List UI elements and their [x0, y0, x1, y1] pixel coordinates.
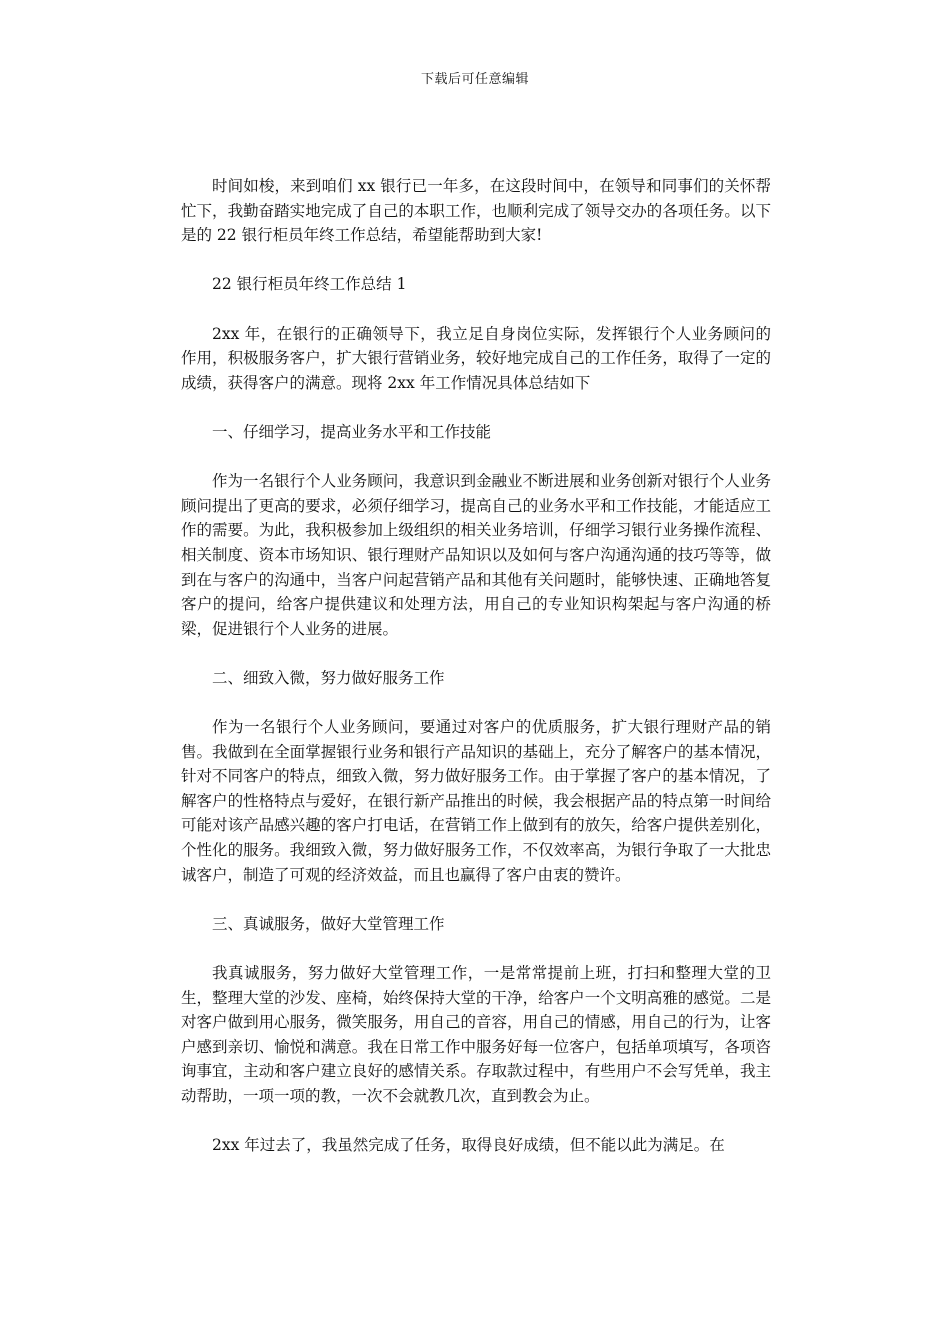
paragraph-3: 作为一名银行个人业务顾问，要通过对客户的优质服务，扩大银行理财产品的销售。我做到在全面掌握银行业务和银行产品知识的基础上，充分了解客户的基本情况，针对不同客户的特点，细致入微，努力做好服务工作。由于掌握了客户的基本情况，了解客户的性格特点与爱好，在银行新产品推出的时候，我会根据产品的特点第一时间给可能对该产品感兴趣的客户打电话，在营销工作上做到有的放矢，给客户提供差别化，个性化的服务。我细致入微，努力做好服务工作，不仅效率高，为银行争取了一大批忠诚客户，制造了可观的经济效益，而且也赢得了客户由衷的赞许。 — [181, 718, 771, 884]
section-heading-1: 一、仔细学习，提高业务水平和工作技能 — [212, 422, 492, 441]
intro-paragraph: 时间如梭，来到咱们 xx 银行已一年多，在这段时间中，在领导和同事们的关怀帮忙下，我勤奋踏实地完成了自己的本职工作，也顺利完成了领导交办的各项任务。以下是的 22 银行柜员年终工作总结，希望能帮助到大家! — [181, 177, 771, 245]
paragraph-4: 我真诚服务，努力做好大堂管理工作，一是常常提前上班，打扫和整理大堂的卫生，整理大堂的沙发、座椅，始终保持大堂的干净，给客户一个文明高雅的感觉。二是对客户做到用心服务，微笑服务，用自己的音容，用自己的情感，用自己的行为，让客户感到亲切、愉悦和满意。我在日常工作中服务好每一位客户，包括单项填写，各项咨询事宜，主动和客户建立良好的感情关系。存取款过程中，有些用户不会写凭单，我主动帮助，一项一项的教，一次不会就教几次，直到教会为止。 — [181, 964, 771, 1105]
paragraph-1: 2xx 年，在银行的正确领导下，我立足自身岗位实际，发挥银行个人业务顾问的作用，积极服务客户，扩大银行营销业务，较好地完成自己的工作任务，取得了一定的成绩，获得客户的满意。现将 2xx 年工作情况具体总结如下 — [181, 324, 771, 392]
document-title: 22 银行柜员年终工作总结 1 — [212, 275, 407, 294]
paragraph-5: 2xx 年过去了，我虽然完成了任务，取得良好成绩，但不能以此为满足。在 — [212, 1136, 725, 1155]
paragraph-2: 作为一名银行个人业务顾问，我意识到金融业不断进展和业务创新对银行个人业务顾问提出了更高的要求，必须仔细学习，提高自己的业务水平和工作技能，才能适应工作的需要。为此，我积极参加上级组织的相关业务培训，仔细学习银行业务操作流程、相关制度、资本市场知识、银行理财产品知识以及如何与客户沟通沟通的技巧等等，做到在与客户的沟通中，当客户问起营销产品和其他有关问题时，能够快速、正确地答复客户的提问，给客户提供建议和处理方法，用自己的专业知识构架起与客户沟通的桥梁，促进银行个人业务的进展。 — [181, 472, 771, 638]
page-header: 下载后可任意编辑 — [420, 72, 529, 87]
section-heading-2: 二、细致入微，努力做好服务工作 — [212, 668, 445, 687]
section-heading-3: 三、真诚服务，做好大堂管理工作 — [212, 914, 445, 933]
document-body — [181, 174, 771, 1158]
